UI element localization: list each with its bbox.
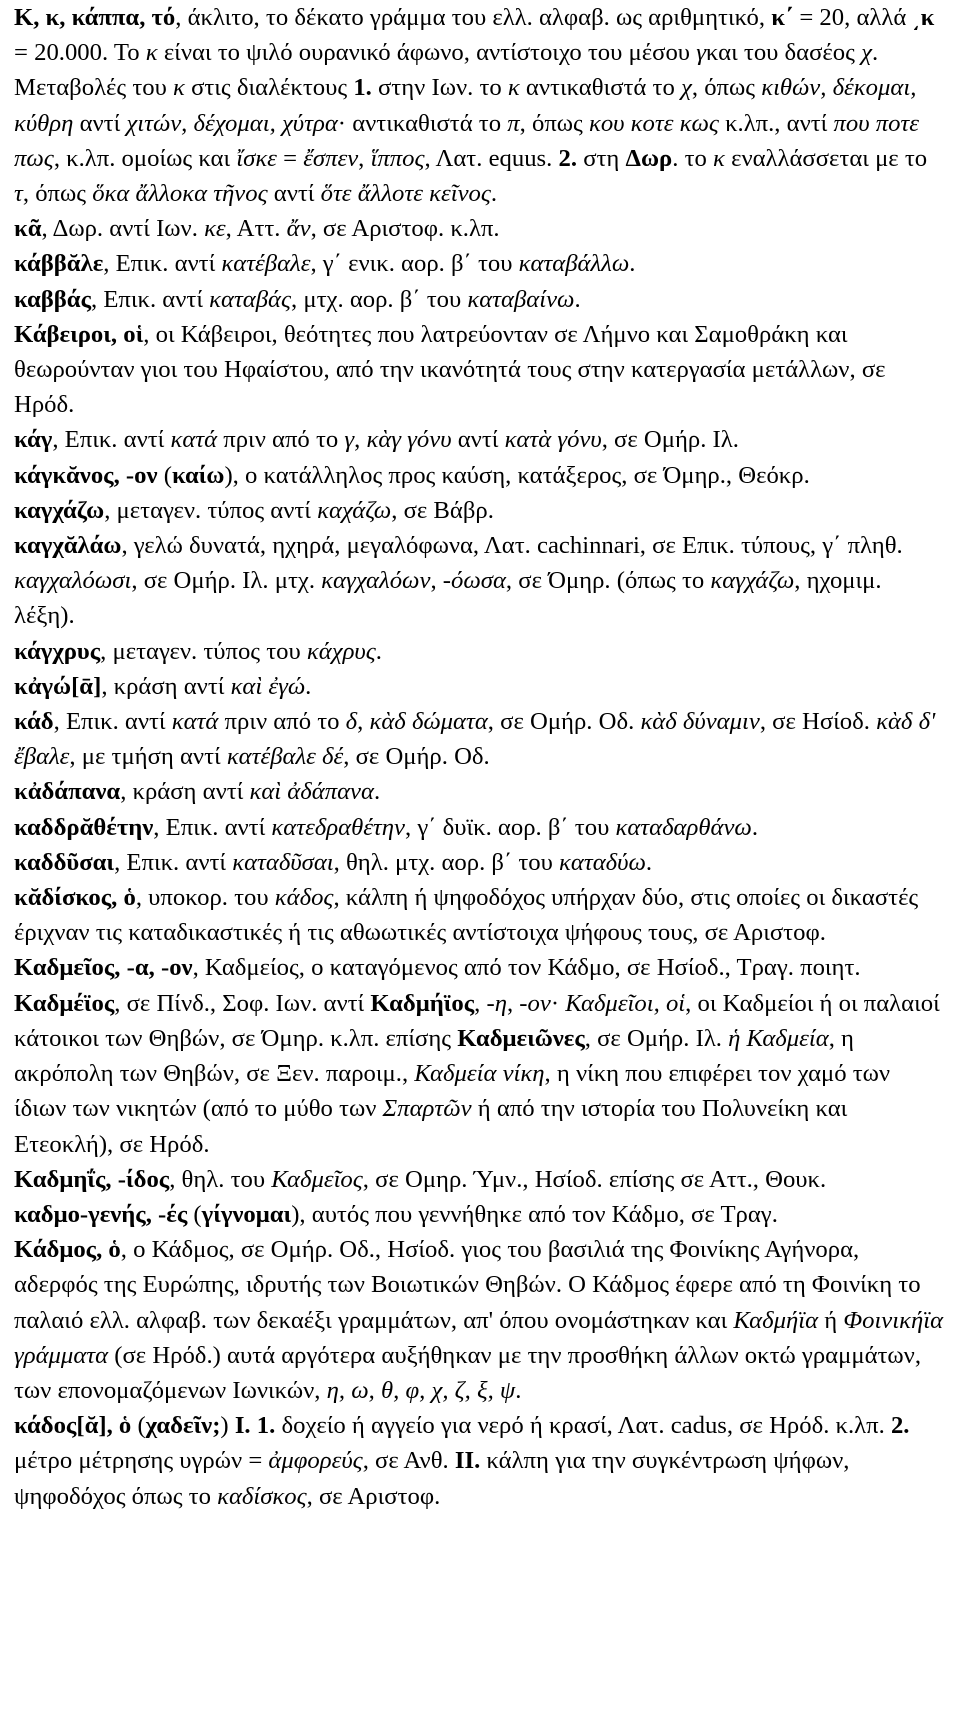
body-text: , Δωρ. αντί Ιων.: [41, 215, 205, 243]
headword-text: Καδμηΐς, -ίδος: [14, 1165, 170, 1193]
body-text: .: [515, 1376, 522, 1404]
body-text: .: [645, 848, 653, 876]
body-text: , Επικ. αντί: [53, 708, 172, 736]
italic-text: Φοινικήϊα γράμματα: [14, 1306, 944, 1369]
body-text: ,: [358, 144, 371, 172]
body-text: ·: [550, 989, 566, 1017]
headword-text: καγχᾰλάω: [14, 532, 122, 560]
body-text: , Λατ. equus.: [424, 144, 559, 172]
body-text: ), ο κατάλληλος προς καύση, κατάξερος, σε Όμηρ., Θεόκρ.: [224, 461, 810, 489]
body-text: , με τμήση αντί: [69, 743, 227, 771]
dictionary-entry: [14, 211, 946, 246]
italic-text: Καδμεία νίκη: [414, 1060, 545, 1088]
italic-text: καὶ ἐγώ: [230, 672, 306, 700]
italic-text: κὰδ δύναμιν: [640, 708, 760, 736]
italic-text: χιτών, δέχομαι, χύτρα: [126, 109, 338, 137]
headword-text: καδδῦσαι: [14, 848, 115, 876]
dictionary-entry: [14, 1162, 946, 1197]
headword-text: καδδρᾰθέτην: [14, 813, 154, 841]
dictionary-entry: [14, 246, 946, 281]
body-text: (: [157, 461, 172, 489]
italic-text: κὰδ δώματα: [369, 708, 488, 736]
body-text: , σε Ομήρ. Ιλ.: [584, 1024, 729, 1052]
body-text: ,: [430, 567, 443, 595]
body-text: = 20.000. Το: [14, 39, 146, 67]
italic-text: καταδαρθάνω: [615, 813, 752, 841]
body-text: στις διαλέκτους: [184, 74, 354, 102]
headword-text: κάγχρυς: [14, 637, 101, 665]
body-text: , σε Ανθ.: [362, 1447, 455, 1475]
body-text: , μτχ. αορ. β΄ του: [291, 285, 468, 313]
body-text: , Αττ.: [225, 215, 287, 243]
body-text: .: [629, 250, 636, 278]
italic-text: γ: [696, 39, 706, 67]
body-text: , Καδμείος, ο καταγόμενος από τον Κάδμο, σε Ησίοδ., Τραγ. ποιητ.: [192, 954, 861, 982]
body-text: εναλλάσσεται με το: [724, 144, 928, 172]
italic-text: χ: [680, 74, 692, 102]
body-text: .: [751, 813, 759, 841]
body-text: , γελώ δυνατά, ηχηρά, μεγαλόφωνα, Λατ. cachinnari, σε Επικ. τύπους, γ΄ πληθ.: [121, 532, 903, 560]
headword-text: 1.: [353, 74, 372, 102]
italic-text: τ: [14, 180, 23, 208]
body-text: , σε Ομήρ. Οδ.: [343, 743, 490, 771]
headword-text: Κάδμος, ὁ: [14, 1236, 121, 1264]
italic-text: κ: [713, 144, 725, 172]
italic-text: ὅκα ἄλλοκα τῆνος: [92, 180, 268, 208]
body-text: , όπως: [691, 74, 762, 102]
italic-text: που ποτε πως: [14, 109, 919, 172]
italic-text: καταβαίνω: [467, 285, 575, 313]
body-text: , σε Βάβρ.: [391, 496, 494, 524]
headword-text: κἀδάπανα: [14, 778, 121, 806]
body-text: , κράση αντί: [101, 672, 231, 700]
italic-text: καταβάς: [209, 285, 292, 313]
italic-text: καδίσκος: [217, 1482, 307, 1510]
body-text: , Επικ. αντί: [90, 285, 210, 313]
italic-text: ὅτε ἄλλοτε κεῖνος: [320, 180, 491, 208]
body-text: , θηλ. του: [169, 1165, 272, 1193]
body-text: και του δασέος: [705, 39, 862, 67]
italic-text: καγχάζω: [710, 567, 795, 595]
dictionary-entry: [14, 845, 946, 880]
headword-text: Καδμήϊος: [370, 989, 475, 1017]
italic-text: κατέβαλε: [221, 250, 311, 278]
body-text: , όπως: [22, 180, 93, 208]
italic-text: -ον: [519, 989, 551, 1017]
body-text: ): [220, 1412, 235, 1440]
body-text: , γ΄ δυϊκ. αορ. β΄ του: [404, 813, 616, 841]
body-text: αντί: [73, 109, 127, 137]
dictionary-entry: [14, 1408, 946, 1514]
italic-text: καὶ ἀδάπανα: [249, 778, 374, 806]
body-text: αντί: [267, 180, 321, 208]
italic-text: καχάζω: [317, 496, 392, 524]
italic-text: ἄν: [286, 215, 311, 243]
headword-text: Κάβειροι, οἱ: [14, 320, 144, 348]
body-text: , Επικ. αντί: [114, 848, 233, 876]
body-text: .: [871, 39, 879, 67]
body-text: Μεταβολές του: [14, 74, 174, 102]
body-text: , ηχομιμ. λέξη).: [14, 567, 882, 630]
body-text: , οι Καδμείοι ή οι παλαιοί κάτοικοι των Θηβών, σε Όμηρ. κ.λπ. επίσης: [14, 989, 940, 1052]
body-text: , Επικ. αντί: [153, 813, 272, 841]
italic-text: καγχαλόωσι: [14, 567, 132, 595]
body-text: είναι το ψιλό ουρανικό άφωνο, αντίστοιχο του μέσου: [157, 39, 697, 67]
dictionary-entry: [14, 634, 946, 669]
body-text: , ο Κάδμος, σε Ομήρ. Οδ., Ησίοδ. γιος του βασιλιά της Φοινίκης Αγήνορα, αδερφός της Ευρώπης, ιδρυτής των Βοιωτικών Θηβών. Ο Κάδμος έφερε από τη Φοινίκη το παλαιό ελλ. αλφαβ. των δεκαέξι γραμμάτων, απ' όπου ονομάστηκαν και: [14, 1236, 921, 1334]
body-text: , Επικ. αντί: [103, 250, 222, 278]
body-text: κ.λπ., αντί: [718, 109, 834, 137]
headword-text: καββάς: [14, 285, 91, 313]
italic-text: ἡ Καδμεία: [728, 1024, 829, 1052]
italic-text: ἴσκε: [236, 144, 277, 172]
body-text: ,: [474, 989, 487, 1017]
body-text: , η νίκη που επιφέρει τον χαμό των ίδιων των νικητών (από το μύθο των: [14, 1060, 891, 1123]
italic-text: κατεδραθέτην: [271, 813, 405, 841]
headword-text: γίγνομαι: [201, 1200, 292, 1228]
body-text: .: [373, 778, 381, 806]
body-text: , όπως: [519, 109, 589, 137]
body-text: .: [305, 672, 312, 700]
headword-text: Καδμέϊος: [14, 989, 115, 1017]
italic-text: χ: [861, 39, 872, 67]
dictionary-entry: [14, 282, 946, 317]
italic-text: καταδύω: [559, 848, 646, 876]
headword-text: κάδος[ᾰ], ὁ: [14, 1412, 132, 1440]
body-text: πριν από το: [217, 426, 345, 454]
headword-text: Καδμειῶνες: [457, 1024, 585, 1052]
body-text: μέτρο μέτρησης υγρών =: [14, 1447, 269, 1475]
italic-text: η, ω, θ, φ, χ, ζ, ξ, ψ: [326, 1376, 516, 1404]
body-text: = 20, αλλά: [793, 4, 913, 31]
body-text: δοχείο ή αγγείο για νερό ή κρασί, Λατ. cadus, σε Ηρόδ. κ.λπ.: [275, 1412, 891, 1440]
headword-text: καίω: [171, 461, 225, 489]
body-text: · αντικαθιστά το: [337, 109, 508, 137]
italic-text: γ: [344, 426, 355, 454]
italic-text: κ: [145, 39, 158, 67]
body-text: , σε Πίνδ., Σοφ. Ιων. αντί: [114, 989, 371, 1017]
headword-text: καδμο-γενής, -ές: [14, 1200, 188, 1228]
dictionary-entry: [14, 704, 946, 774]
body-text: , κ.λπ. ομοίως και: [53, 144, 237, 172]
headword-text: κἀγώ[ᾱ]: [14, 672, 102, 700]
body-text: (: [187, 1200, 202, 1228]
body-text: , θηλ. μτχ. αορ. β΄ του: [333, 848, 560, 876]
body-text: (: [131, 1412, 146, 1440]
italic-text: Καδμεῖοι, οἱ: [565, 989, 686, 1017]
body-text: στην Ιων. το: [371, 74, 508, 102]
headword-text: κάγ: [14, 426, 53, 454]
italic-text: Καδμεῖος: [271, 1165, 363, 1193]
dictionary-entry: [14, 774, 946, 809]
body-text: , υποκορ. του: [135, 884, 275, 912]
body-text: , οι Κάβειροι, θεότητες που λατρεύονταν σε Λήμνο και Σαμοθράκη και θεωρούνταν γιοι του Ηφαίστου, από την ικανότητά τους στην κατεργασία μετάλλων, σε Ηρόδ.: [14, 320, 886, 419]
dictionary-entry: [14, 317, 946, 423]
body-text: , γ΄ ενικ. αορ. β΄ του: [310, 250, 519, 278]
body-text: , άκλιτο, το δέκατο γράμμα του ελλ. αλφαβ. ως αριθμητικό,: [175, 4, 772, 31]
italic-text: δ: [345, 708, 358, 736]
body-text: , μεταγεν. τύπος αντί: [104, 496, 318, 524]
body-text: . το: [672, 144, 714, 172]
italic-text: κ: [173, 74, 185, 102]
headword-text: κᾶ: [14, 215, 42, 243]
italic-text: κου κοτε κως: [588, 109, 719, 137]
body-text: .: [375, 637, 382, 665]
italic-text: καταβάλλω: [518, 250, 630, 278]
dictionary-entry: [14, 669, 946, 704]
italic-text: κε: [204, 215, 226, 243]
body-text: αντικαθιστά το: [519, 74, 681, 102]
body-text: , Επικ. αντί: [52, 426, 171, 454]
body-text: , μεταγεν. τύπος του: [100, 637, 307, 665]
body-text: ή από την ιστορία του Πολυνείκη και Ετεοκλή), σε Ηρόδ.: [14, 1095, 848, 1158]
body-text: , η ακρόπολη των Θηβών, σε Ξεν. παροιμ.,: [14, 1024, 854, 1088]
body-text: , σε Όμηρ. (όπως το: [505, 567, 711, 595]
body-text: πριν από το: [218, 708, 346, 736]
dictionary-entry: [14, 493, 946, 528]
headword-text: 2.: [558, 144, 578, 172]
body-text: , σε Ομήρ. Ιλ.: [601, 426, 739, 454]
italic-text: κάδος: [274, 884, 334, 912]
headword-text: I. 1.: [234, 1412, 276, 1440]
dictionary-entry: [14, 950, 946, 1161]
italic-text: ἔσπεν: [303, 144, 359, 172]
body-text: , σε Αριστοφ.: [306, 1482, 441, 1510]
dictionary-entry: [14, 0, 946, 70]
body-text: .: [574, 285, 581, 313]
body-text: ,: [506, 989, 520, 1017]
body-text: κάλπη για την συγκέντρωση ψήφων, ψηφοδόχος όπως το: [14, 1447, 850, 1510]
headword-text: κ΄: [771, 4, 794, 31]
headword-text: Καδμεῖος, -α, -ον: [14, 954, 193, 982]
body-text: , κάλπη ή ψηφοδόχος υπήρχαν δύο, στις οποίες οι δικαστές έριχναν τις καταδικαστικές ή τις αθωωτικές αντίστοιχα ψήφους τους, σε Αριστοφ.: [14, 884, 919, 947]
body-text: αντί: [451, 426, 505, 454]
body-text: , κράση αντί: [120, 778, 250, 806]
body-text: ,: [357, 708, 370, 736]
dictionary-entry: [14, 70, 946, 211]
body-text: ή: [818, 1306, 844, 1334]
italic-text: καγχαλόων: [321, 567, 431, 595]
dictionary-entry: [14, 458, 946, 493]
dictionary-entry: [14, 880, 946, 950]
italic-text: Σπαρτῶν: [382, 1095, 472, 1123]
dictionary-entry: [14, 528, 946, 634]
headword-text: II.: [454, 1447, 481, 1475]
italic-text: κατέβαλε δέ: [226, 743, 344, 771]
headword-text: κᾰδίσκος, ὁ: [14, 884, 136, 912]
headword-text: 2.: [890, 1412, 910, 1440]
headword-text: καγχάζω: [14, 496, 105, 524]
italic-text: κατά: [171, 708, 219, 736]
italic-text: κ: [507, 74, 520, 102]
italic-text: π: [507, 109, 520, 137]
body-text: =: [276, 144, 304, 172]
headword-text: χαδεῖν;: [145, 1412, 221, 1440]
body-text: (σε Ηρόδ.) αυτά αργότερα αυξήθηκαν με την προσθήκη άλλων οκτώ γραμμάτων, των επονομαζόμενων Ιωνικών,: [14, 1341, 922, 1404]
dictionary-entry: [14, 1197, 946, 1232]
italic-text: καταδῦσαι: [232, 848, 334, 876]
body-text: , σε Ομήρ. Ιλ. μτχ.: [131, 567, 322, 595]
body-text: , σε Ομηρ. Ύμν., Ησίοδ. επίσης σε Αττ., Θουκ.: [362, 1165, 827, 1193]
italic-text: Καδμήϊα: [733, 1306, 819, 1334]
italic-text: κὰγ γόνυ: [366, 426, 452, 454]
italic-text: κὰδ δ' ἔβαλε: [14, 708, 936, 771]
dictionary-entry: [14, 1232, 946, 1408]
body-text: .: [490, 180, 498, 208]
headword-text: Δωρ: [625, 144, 673, 172]
body-text: , σε Αριστοφ. κ.λπ.: [310, 215, 500, 243]
dictionary-entry: [14, 422, 946, 457]
italic-text: ἵππος: [370, 144, 425, 172]
italic-text: ἀμφορεύς: [268, 1447, 363, 1475]
body-text: ,: [354, 426, 367, 454]
body-text: , σε Ομήρ. Οδ.: [487, 708, 641, 736]
headword-text: κάδ: [14, 708, 54, 736]
italic-text: κάχρυς: [306, 637, 376, 665]
italic-text: κατὰ γόνυ: [504, 426, 602, 454]
body-text: , σε Ησίοδ.: [759, 708, 877, 736]
italic-text: κατά: [170, 426, 218, 454]
headword-text: ͵κ: [912, 4, 935, 31]
body-text: στη: [577, 144, 626, 172]
italic-text: -η: [486, 989, 507, 1017]
headword-text: κάγκᾰνος, -ον: [14, 461, 158, 489]
body-text: ), αυτός που γεννήθηκε από τον Κάδμο, σε Τραγ.: [291, 1200, 778, 1228]
headword-text: κάββᾰλε: [14, 250, 104, 278]
italic-text: -όωσα: [442, 567, 506, 595]
headword-text: Κ, κ, κάππα, τό: [14, 4, 176, 31]
dictionary-entry: [14, 810, 946, 845]
italic-text: κιθών, δέκομαι, κύθρη: [14, 74, 917, 137]
